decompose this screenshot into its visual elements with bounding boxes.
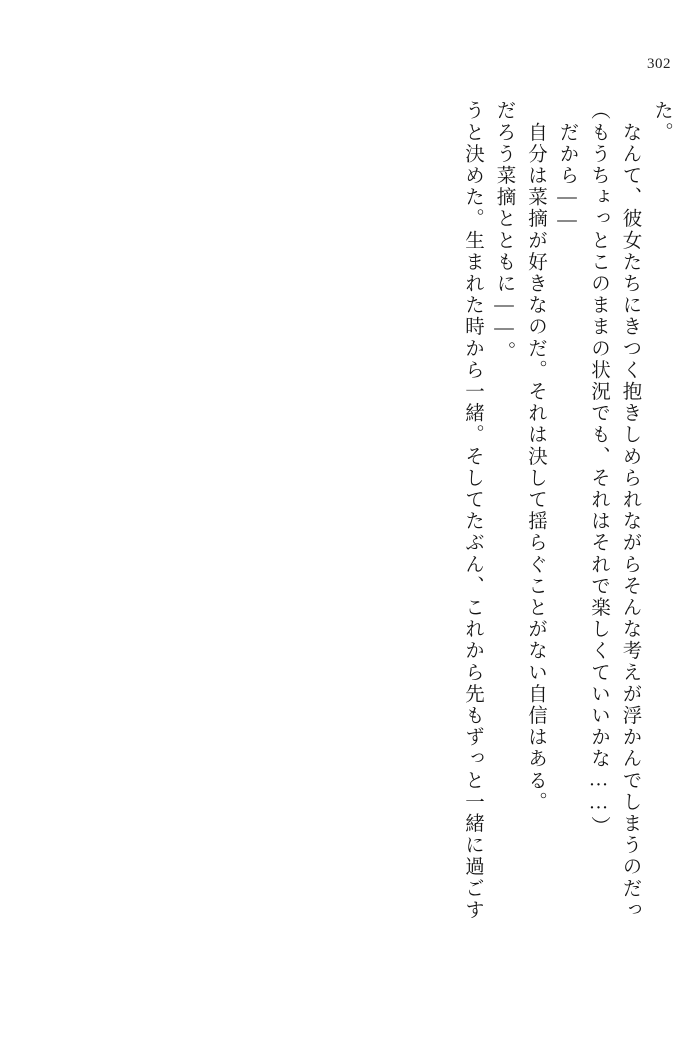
text-column: うと決めた。生まれた時から一緒。そしてたぶん、これから先もずっと一緒に過ごす — [462, 100, 483, 921]
text-column: た。 — [651, 100, 672, 144]
text-column: （もうちょっとこのままの状況でも、それはそれで楽しくていいかな……） — [588, 100, 609, 838]
text-column: だろう菜摘とともに——。 — [493, 100, 515, 363]
page-number: 302 — [647, 56, 671, 72]
text-column: だから—— — [556, 100, 578, 233]
text-column: なんて、彼女たちにきつく抱きしめられながらそんな考えが浮かんでしまうのだっ — [619, 100, 641, 921]
body-text-block — [457, 100, 678, 960]
text-column: 自分は菜摘が好きなのだ。それは決して揺らぐことがない自信はある。 — [525, 100, 546, 813]
